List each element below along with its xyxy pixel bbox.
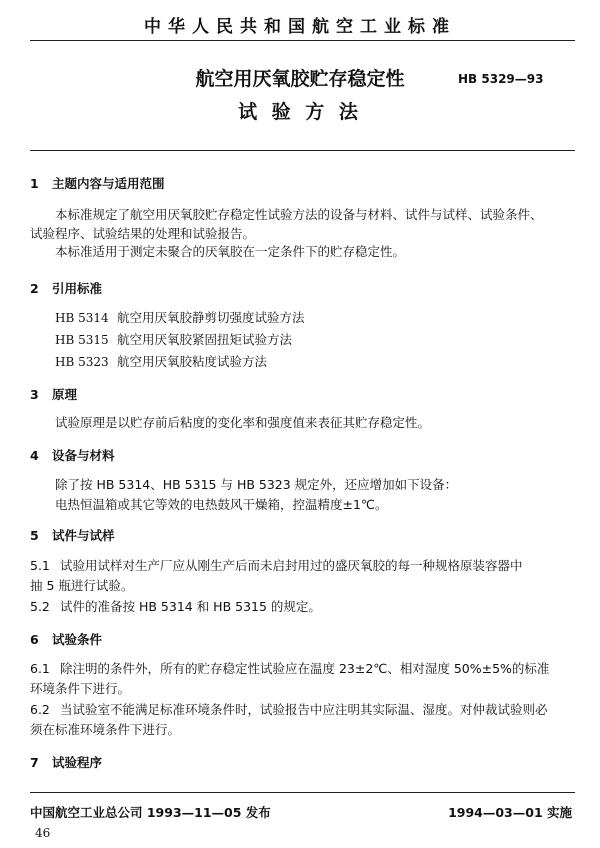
section-4-heading	[30, 446, 115, 464]
clause-number: 5.1	[30, 558, 50, 573]
clause-text: 试验用试样对生产厂应从刚生产后而未启封用过的盛厌氧胶的每一种规格原装容器中	[60, 558, 523, 573]
section-number: 3	[30, 387, 39, 402]
reference-item	[55, 352, 267, 370]
section-2-heading	[30, 279, 102, 297]
paragraph: 试验原理是以贮存前后粘度的变化率和强度值来表征其贮存稳定性。	[55, 415, 431, 430]
section-number: 4	[30, 448, 39, 463]
reference-code: HB 5314	[55, 311, 109, 325]
effective-date: 1994—03—01 实施	[448, 805, 572, 820]
clause-text-continued: 抽 5 瓶进行试验。	[30, 578, 134, 593]
reference-item	[55, 308, 305, 326]
clause-6-1	[30, 659, 549, 678]
clause-number: 6.1	[30, 661, 50, 676]
reference-name: 航空用厌氧胶粘度试验方法	[117, 354, 268, 369]
clause-text-continued: 须在标准环境条件下进行。	[30, 722, 181, 737]
paragraph: 本标准规定了航空用厌氧胶贮存稳定性试验方法的设备与材料、试件与试样、试验条件、	[55, 207, 543, 222]
reference-code: HB 5315	[55, 333, 109, 347]
section-7-heading	[30, 753, 102, 771]
clause-text-continued: 环境条件下进行。	[30, 681, 131, 696]
clause-5-1	[30, 556, 523, 575]
reference-name: 航空用厌氧胶紧固扭矩试验方法	[117, 332, 293, 347]
section-number: 6	[30, 632, 39, 647]
paragraph: 除了按 HB 5314、HB 5315 与 HB 5323 规定外，还应增加如下设备：	[55, 477, 458, 492]
section-title: 原理	[52, 387, 78, 402]
section-number: 2	[30, 281, 39, 296]
reference-code: HB 5323	[55, 355, 109, 369]
title-rule	[30, 150, 575, 151]
reference-item	[55, 330, 292, 348]
section-title: 主题内容与适用范围	[52, 176, 165, 191]
clause-text: 当试验室不能满足标准环境条件时，试验报告中应注明其实际温、湿度。对仲裁试验则必	[60, 702, 548, 717]
section-title: 试件与试样	[52, 528, 115, 543]
section-number: 1	[30, 176, 39, 191]
footer-rule	[30, 792, 575, 793]
section-1-heading	[30, 174, 165, 192]
section-title: 引用标准	[52, 281, 103, 296]
standard-number: HB 5329—93	[458, 72, 544, 86]
section-title: 设备与材料	[52, 448, 115, 463]
section-title: 试验程序	[52, 755, 103, 770]
paragraph: 试验程序、试验结果的处理和试验报告。	[30, 226, 256, 241]
section-3-heading	[30, 385, 77, 403]
clause-6-2	[30, 700, 548, 719]
section-6-heading	[30, 630, 102, 648]
clause-5-2	[30, 597, 321, 616]
clause-text: 除注明的条件外，所有的贮存稳定性试验应在温度 23±2℃、相对湿度 50%±5%的标准	[60, 661, 550, 676]
document-title-line2: 试 验 方 法	[238, 101, 362, 123]
standard-header: 中华人民共和国航空工业标准	[144, 17, 456, 37]
section-5-heading	[30, 526, 115, 544]
reference-name: 航空用厌氧胶静剪切强度试验方法	[117, 310, 305, 325]
page-number: 46	[35, 826, 51, 840]
issue-date: 中国航空工业总公司 1993—11—05 发布	[30, 805, 271, 820]
paragraph: 本标准适用于测定未聚合的厌氧胶在一定条件下的贮存稳定性。	[55, 244, 406, 259]
clause-number: 6.2	[30, 702, 50, 717]
paragraph: 电热恒温箱或其它等效的电热鼓风干燥箱，控温精度±1℃。	[55, 497, 388, 512]
header-rule	[30, 40, 575, 41]
clause-number: 5.2	[30, 599, 50, 614]
document-title-line1: 航空用厌氧胶贮存稳定性	[195, 68, 405, 90]
section-number: 7	[30, 755, 39, 770]
clause-text: 试件的准备按 HB 5314 和 HB 5315 的规定。	[60, 599, 321, 614]
section-title: 试验条件	[52, 632, 103, 647]
section-number: 5	[30, 528, 39, 543]
